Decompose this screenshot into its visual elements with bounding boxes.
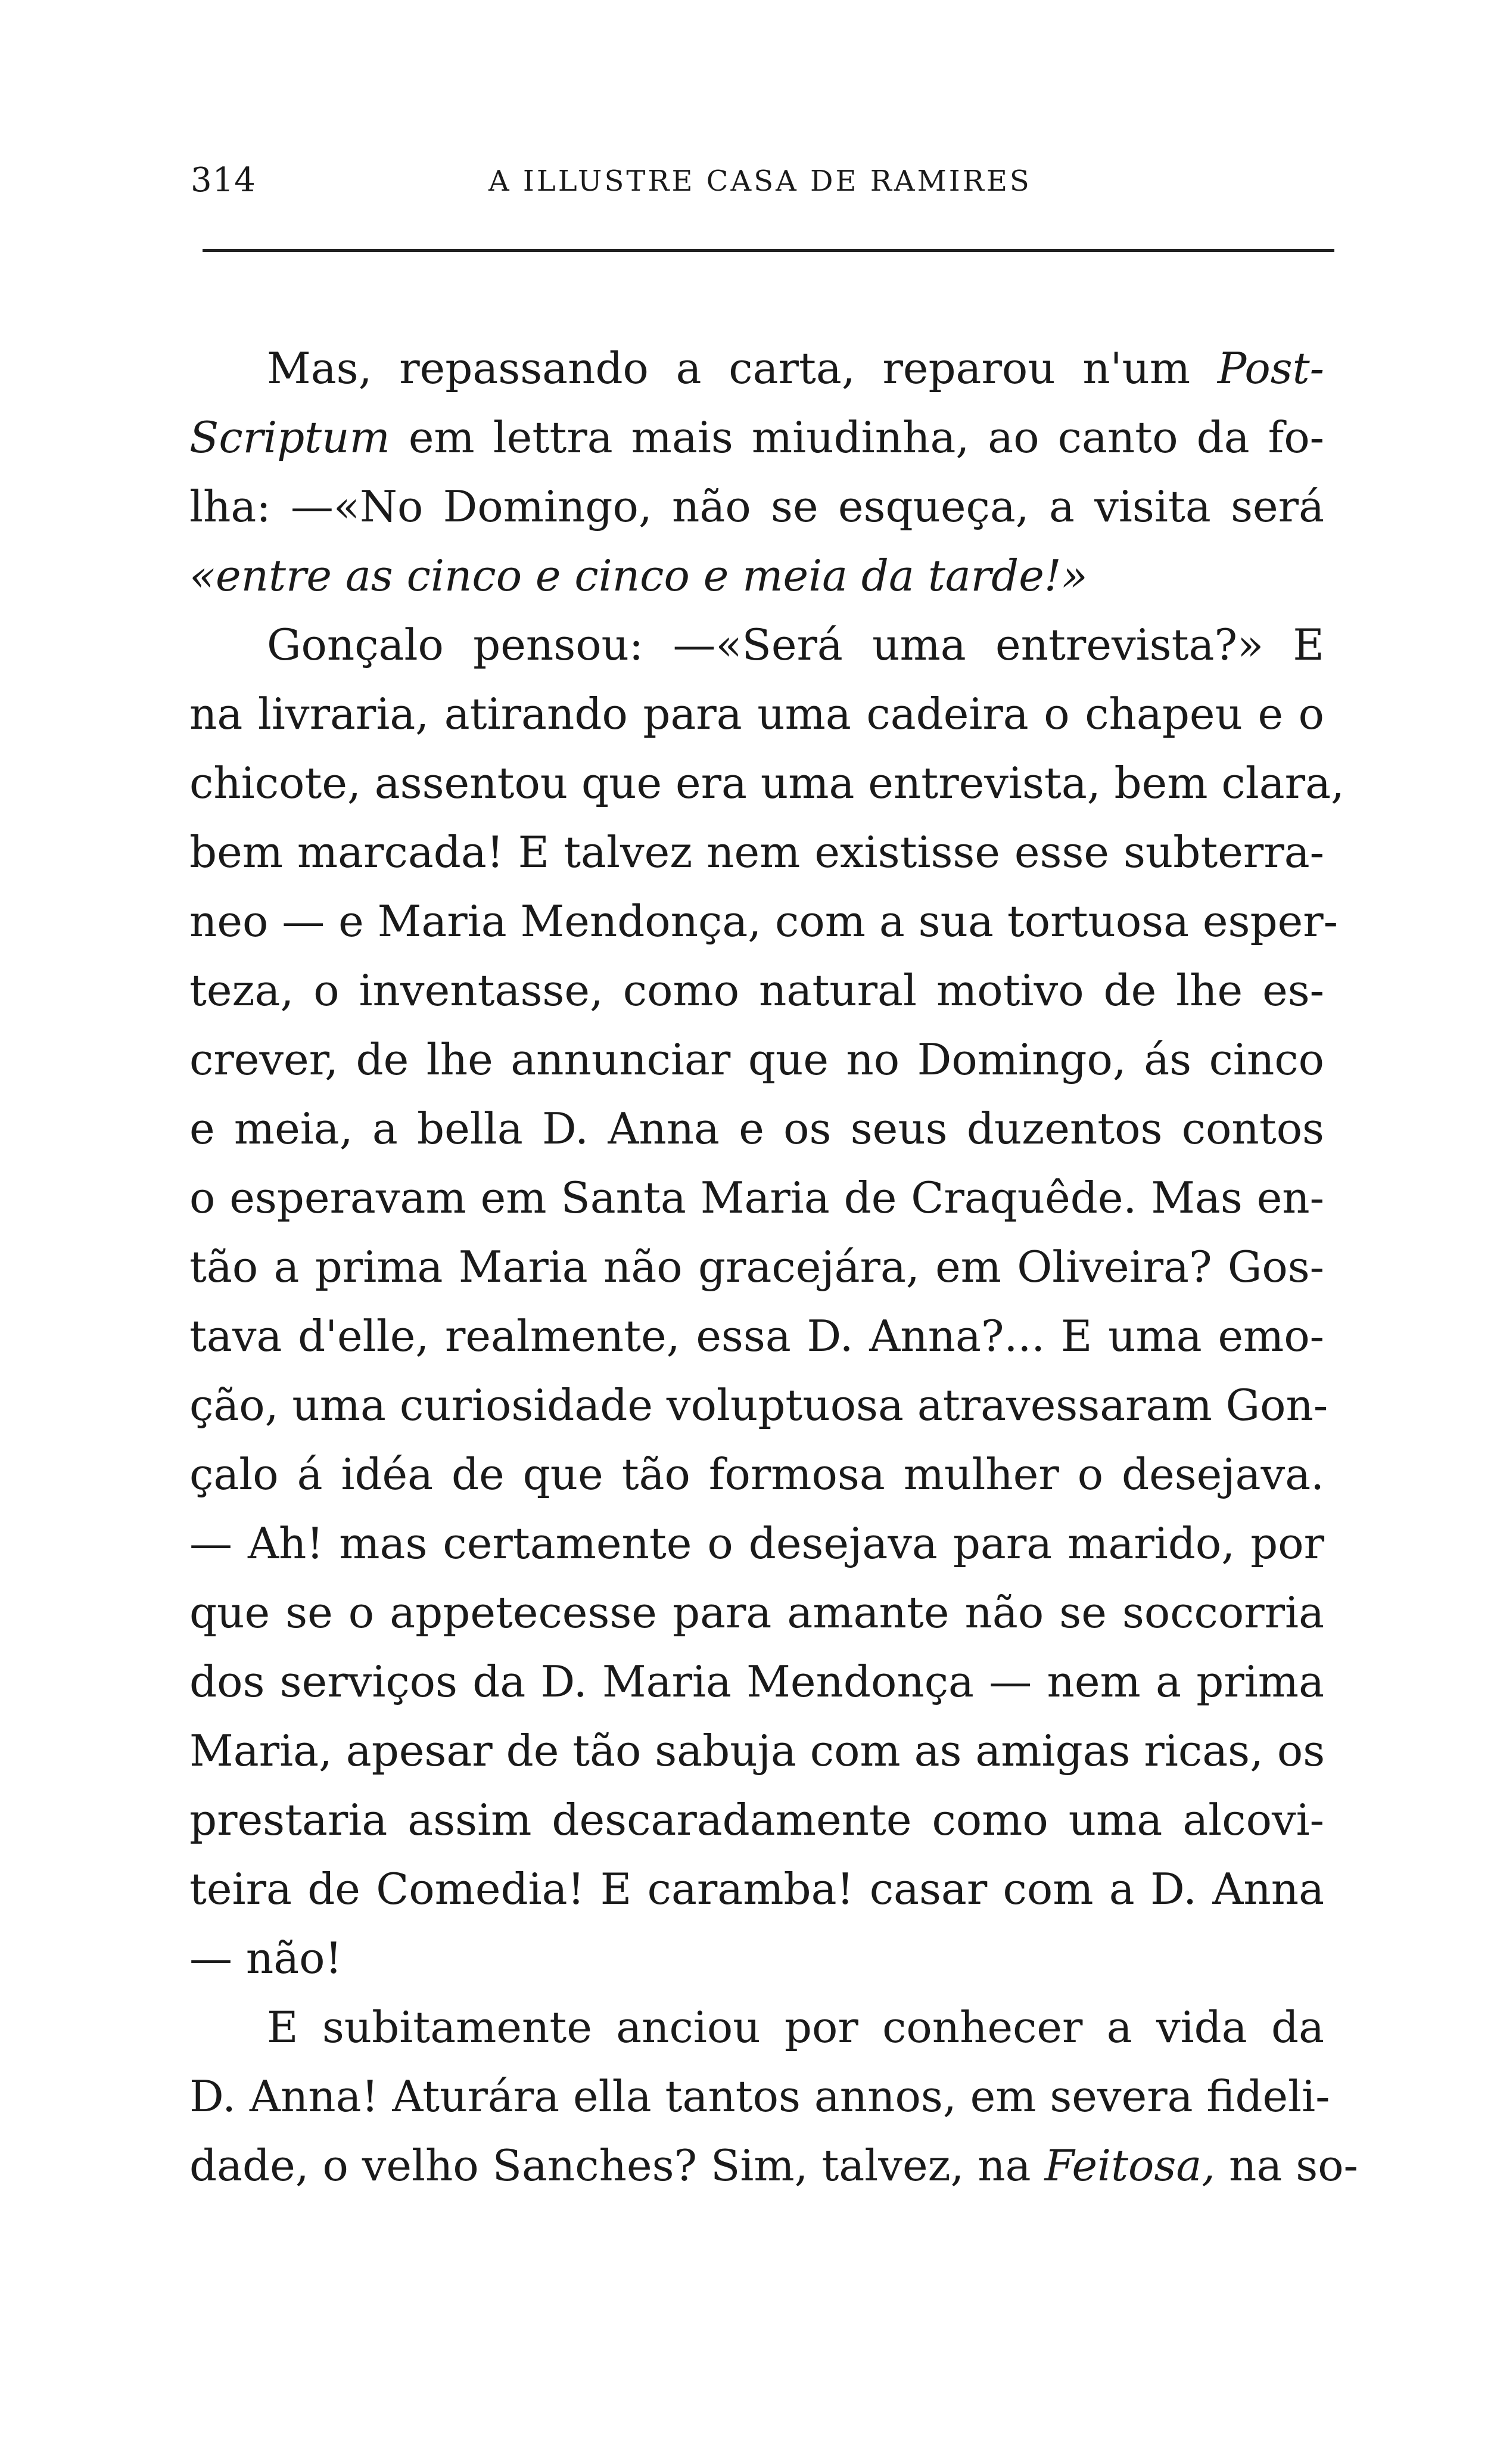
text-line: Gonçalo pensou: —«Será uma entrevista?» E [267, 620, 1324, 670]
text-line: bem marcada! E talvez nem existisse esse subterra- [189, 827, 1324, 877]
text-line: o esperavam em Santa Maria de Craquêde. Mas en- [189, 1173, 1324, 1223]
text-line: Maria, apesar de tão sabuja com as amigas ricas, os [189, 1726, 1325, 1776]
text-line: neo — e Maria Mendonça, com a sua tortuosa esper- [189, 896, 1338, 946]
text-line: D. Anna! Aturára ella tantos annos, em severa fideli- [189, 2071, 1330, 2121]
header-rule [203, 249, 1334, 252]
text-line: çalo á idéa de que tão formosa mulher o desejava. [189, 1449, 1324, 1499]
text-line: — não! [189, 1933, 343, 1983]
text-line: na livraria, atirando para uma cadeira o chapeu e o [189, 689, 1324, 739]
text-line: Scriptum em lettra mais miudinha, ao canto da fo- [189, 412, 1324, 462]
text-line: chicote, assentou que era uma entrevista, bem clara, [189, 758, 1344, 808]
text-line: dade, o velho Sanches? Sim, talvez, na Feitosa, na so- [189, 2140, 1358, 2190]
text-line: E subitamente anciou por conhecer a vida da [267, 2002, 1324, 2052]
text-line: Mas, repassando a carta, reparou n'um Post- [267, 343, 1324, 393]
page-header [179, 161, 1340, 215]
text-line: tava d'elle, realmente, essa D. Anna?... E uma emo- [189, 1311, 1324, 1361]
body-text [189, 334, 1358, 2200]
text-line: teza, o inventasse, como natural motivo de lhe es- [189, 965, 1324, 1015]
text-line: — Ah! mas certamente o desejava para marido, por [189, 1518, 1324, 1568]
text-line: ção, uma curiosidade voluptuosa atravessaram Gon- [189, 1380, 1328, 1430]
page-number: 314 [191, 161, 256, 200]
text-line: e meia, a bella D. Anna e os seus duzentos contos [189, 1104, 1324, 1154]
text-line: prestaria assim descaradamente como uma alcovi- [189, 1795, 1324, 1845]
text-line: que se o appetecesse para amante não se soccorria [189, 1587, 1324, 1638]
text-line: teira de Comedia! E caramba! casar com a D. Anna [189, 1864, 1324, 1914]
running-title: A ILLUSTRE CASA DE RAMIRES [488, 164, 1032, 198]
text-line: lha: —«No Domingo, não se esqueça, a visita será [189, 481, 1324, 532]
text-line: tão a prima Maria não gracejára, em Oliveira? Gos- [189, 1242, 1324, 1292]
text-line: dos serviços da D. Maria Mendonça — nem a prima [189, 1657, 1324, 1707]
text-line: «entre as cinco e cinco e meia da tarde!» [189, 551, 1088, 601]
text-line: crever, de lhe annunciar que no Domingo, ás cinco [189, 1034, 1324, 1085]
